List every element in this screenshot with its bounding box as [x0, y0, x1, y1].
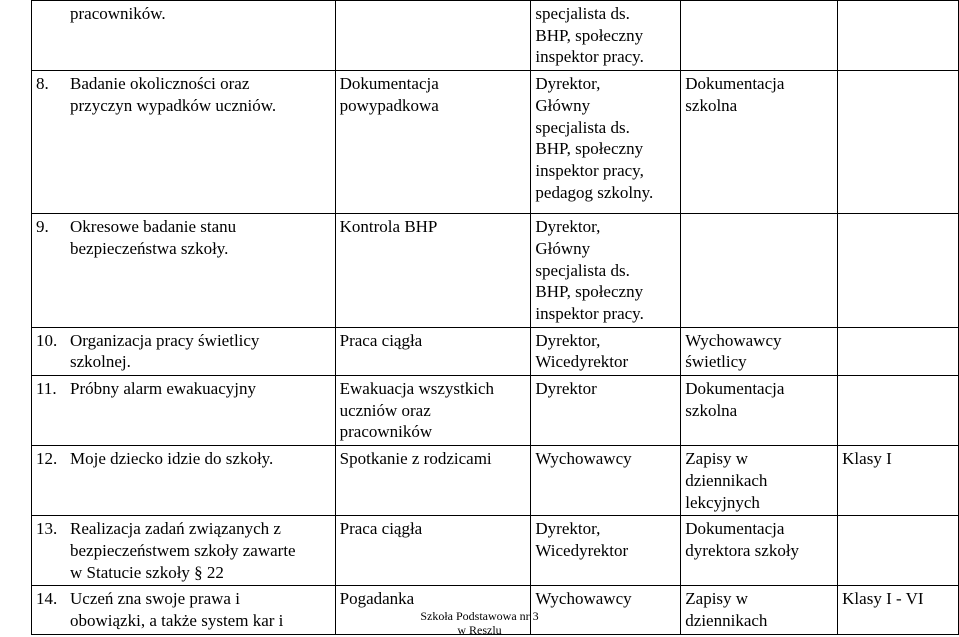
- responsible-cell: [531, 1, 681, 71]
- participants-cell: [838, 1, 959, 71]
- participants-cell: [838, 516, 959, 586]
- form-cell: [335, 214, 531, 328]
- safety-tasks-table: [31, 0, 959, 635]
- form-cell-line: Kontrola BHP: [339, 217, 438, 237]
- task-text-line: Organizacja pracy świetlicy: [70, 330, 260, 350]
- table-row: [32, 327, 959, 375]
- documentation-cell-line: Dokumentacja: [685, 379, 785, 399]
- form-cell-line: powypadkowa: [339, 95, 439, 115]
- task-text-line: Moje dziecko idzie do szkoły.: [70, 449, 274, 469]
- task-cell: [32, 516, 336, 586]
- task-cell: [32, 446, 336, 516]
- form-cell-line: Pogadanka: [339, 589, 415, 609]
- task-cell: [32, 376, 336, 446]
- documentation-cell: [681, 446, 838, 516]
- responsible-cell: [531, 376, 681, 446]
- form-cell-line: Dokumentacja: [339, 74, 439, 94]
- task-number: 10.: [36, 330, 58, 350]
- responsible-cell-line: Dyrektor: [535, 379, 597, 399]
- task-number: [36, 3, 70, 25]
- responsible-cell-line: specjalista ds.: [535, 260, 630, 280]
- task-text: [70, 330, 259, 373]
- documentation-cell: [681, 71, 838, 214]
- documentation-cell: [681, 1, 838, 71]
- footer-town: w Reszlu: [457, 623, 502, 637]
- documentation-cell-line: dziennikach: [685, 470, 768, 490]
- task-text: [70, 73, 276, 116]
- participants-cell: [838, 214, 959, 328]
- task-cell: [32, 71, 336, 214]
- responsible-cell-line: Dyrektor,: [535, 330, 601, 350]
- responsible-cell-line: Wychowawcy: [535, 449, 632, 469]
- responsible-cell-line: inspektor pracy.: [535, 47, 644, 67]
- task-text-line: bezpieczeństwa szkoły.: [70, 238, 229, 258]
- table-row: [32, 214, 959, 328]
- responsible-cell-line: Dyrektor,: [535, 519, 601, 539]
- form-cell: [335, 327, 531, 375]
- page-footer: [0, 609, 959, 637]
- task-text-line: przyczyn wypadków uczniów.: [70, 95, 277, 115]
- responsible-cell-line: Główny: [535, 238, 591, 258]
- task-text: [70, 448, 273, 470]
- task-number: 14.: [36, 589, 58, 609]
- documentation-cell-line: świetlicy: [685, 352, 747, 372]
- task-text: [70, 3, 166, 25]
- form-cell: [335, 376, 531, 446]
- task-text-line: w Statucie szkoły § 22: [70, 562, 224, 582]
- participants-cell: [838, 327, 959, 375]
- task-text-line: Uczeń zna swoje prawa i: [70, 589, 240, 609]
- responsible-cell: [531, 446, 681, 516]
- table-row: [32, 516, 959, 586]
- responsible-cell: [531, 516, 681, 586]
- documentation-cell: [681, 214, 838, 328]
- documentation-cell-line: szkolna: [685, 400, 738, 420]
- task-text: [70, 378, 256, 400]
- responsible-cell-line: inspektor pracy,: [535, 160, 644, 180]
- task-text-line: szkolnej.: [70, 352, 131, 372]
- documentation-cell-line: Zapisy w: [685, 589, 749, 609]
- form-cell-line: uczniów oraz: [339, 400, 431, 420]
- form-cell-line: Spotkanie z rodzicami: [339, 449, 492, 469]
- responsible-cell-line: Główny: [535, 95, 591, 115]
- task-text-line: bezpieczeństwem szkoły zawarte: [70, 540, 296, 560]
- task-number: 13.: [36, 519, 58, 539]
- participants-cell: [838, 376, 959, 446]
- responsible-cell-line: Wychowawcy: [535, 589, 632, 609]
- table-row: [32, 71, 959, 214]
- documentation-cell: [681, 516, 838, 586]
- task-number: 12.: [36, 449, 58, 469]
- form-cell: [335, 516, 531, 586]
- task-cell: [32, 327, 336, 375]
- task-text: [70, 518, 296, 583]
- form-cell-line: Praca ciągła: [339, 519, 423, 539]
- documentation-cell-line: Zapisy w: [685, 449, 749, 469]
- documentation-cell-line: dziennikach: [685, 611, 768, 631]
- task-number: 8.: [36, 74, 49, 94]
- form-cell: [335, 71, 531, 214]
- participants-cell-line: Klasy I: [842, 449, 892, 469]
- form-cell-line: pracowników: [339, 422, 433, 442]
- table-row: [32, 1, 959, 71]
- participants-cell: [838, 446, 959, 516]
- form-cell-line: Ewakuacja wszystkich: [339, 379, 495, 399]
- task-text-line: Realizacja zadań związanych z: [70, 519, 281, 539]
- documentation-cell-line: dyrektora szkoły: [685, 540, 800, 560]
- responsible-cell-line: Dyrektor,: [535, 217, 601, 237]
- documentation-cell: [681, 327, 838, 375]
- documentation-cell-line: lekcyjnych: [685, 492, 760, 512]
- form-cell: [335, 446, 531, 516]
- task-number: 11.: [36, 379, 57, 399]
- form-cell-line: Praca ciągła: [339, 330, 423, 350]
- responsible-cell-line: inspektor pracy.: [535, 303, 644, 323]
- responsible-cell-line: pedagog szkolny.: [535, 182, 654, 202]
- responsible-cell-line: specjalista ds.: [535, 4, 630, 23]
- responsible-cell-line: BHP, społeczny: [535, 282, 644, 302]
- task-text-line: pracowników.: [70, 4, 166, 23]
- responsible-cell: [531, 214, 681, 328]
- documentation-cell-line: Dokumentacja: [685, 519, 785, 539]
- form-cell: [335, 1, 531, 71]
- participants-cell-line: Klasy I - VI: [842, 589, 924, 609]
- documentation-cell-line: Wychowawcy: [685, 330, 782, 350]
- documentation-cell: [681, 376, 838, 446]
- task-number: 9.: [36, 217, 49, 237]
- responsible-cell: [531, 327, 681, 375]
- task-text-line: obowiązki, a także system kar i: [70, 611, 284, 631]
- responsible-cell-line: Dyrektor,: [535, 74, 601, 94]
- responsible-cell-line: Wicedyrektor: [535, 352, 629, 372]
- task-cell: [32, 1, 336, 71]
- responsible-cell-line: Wicedyrektor: [535, 540, 629, 560]
- responsible-cell-line: specjalista ds.: [535, 117, 630, 137]
- responsible-cell-line: BHP, społeczny: [535, 25, 644, 45]
- task-cell: [32, 214, 336, 328]
- table-row: [32, 446, 959, 516]
- task-text-line: Badanie okoliczności oraz: [70, 74, 250, 94]
- documentation-cell-line: Dokumentacja: [685, 74, 785, 94]
- participants-cell: [838, 71, 959, 214]
- table-row: [32, 376, 959, 446]
- task-text-line: Okresowe badanie stanu: [70, 217, 237, 237]
- footer-school-name: Szkoła Podstawowa nr 3: [420, 609, 539, 623]
- responsible-cell-line: BHP, społeczny: [535, 139, 644, 159]
- responsible-cell: [531, 71, 681, 214]
- task-text-line: Próbny alarm ewakuacyjny: [70, 379, 256, 399]
- task-text: [70, 216, 236, 259]
- documentation-cell-line: szkolna: [685, 95, 738, 115]
